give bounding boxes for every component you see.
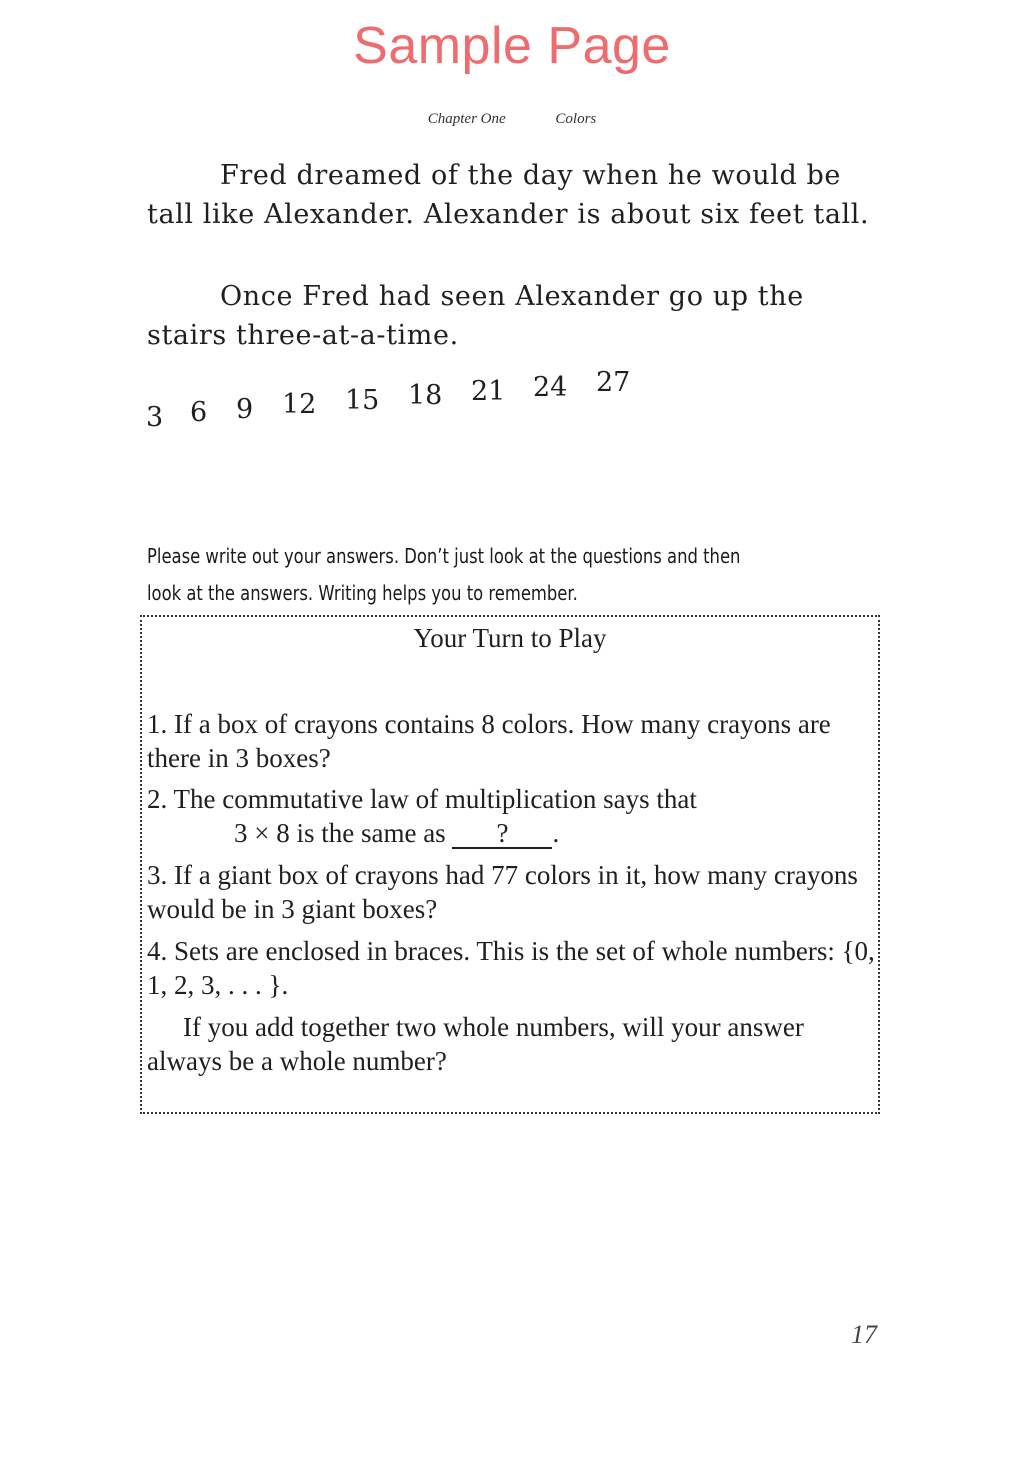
sample-page-watermark: Sample Page — [353, 17, 671, 75]
stair-number: 18 — [408, 380, 443, 411]
question-2-line-1: 2. The commutative law of multiplication says that — [147, 784, 697, 814]
stair-number: 27 — [596, 367, 631, 398]
question-2-suffix: . — [552, 818, 560, 848]
question-4-followup-text: If you add together two whole numbers, will your answer always be a whole number? — [147, 1012, 804, 1076]
question-3: 3. If a giant box of crayons had 77 colors in it, how many crayons would be in 3 giant boxes? — [147, 860, 858, 924]
paragraph-2-text: Once Fred had seen Alexander go up the stairs three-at-a-time. — [147, 281, 804, 351]
paragraph-1-text: Fred dreamed of the day when he would be tall like Alexander. Alexander is about six feet tall. — [147, 160, 870, 230]
paragraph-1 — [147, 156, 877, 234]
your-turn-title: Your Turn to Play — [413, 623, 607, 653]
question-2-prefix: 3 × 8 is the same as — [234, 818, 446, 848]
answer-blank: ? — [452, 819, 552, 849]
stair-number: 6 — [190, 397, 208, 428]
question-4-followup — [147, 1010, 877, 1078]
running-head — [0, 111, 1024, 128]
instructions-line-2: look at the answers. Writing helps you to remember. — [147, 581, 578, 605]
question-1: 1. If a box of crayons contains 8 colors. How many crayons are there in 3 boxes? — [147, 709, 831, 773]
question-2-line-2 — [234, 816, 874, 850]
stair-number: 3 — [146, 402, 164, 433]
stair-number: 9 — [236, 394, 254, 425]
page-number: 17 — [851, 1320, 877, 1349]
stair-number: 24 — [533, 372, 568, 403]
stair-number: 21 — [471, 376, 506, 407]
stair-number: 12 — [282, 389, 317, 420]
paragraph-2 — [147, 277, 877, 355]
instructions-line-1: Please write out your answers. Don’t just look at the questions and then — [147, 544, 741, 568]
stair-number: 15 — [345, 385, 380, 416]
question-4: 4. Sets are enclosed in braces. This is the set of whole numbers: {0, 1, 2, 3, . . . }. — [147, 936, 875, 1000]
instructions — [147, 538, 754, 612]
chapter-title: Colors — [555, 111, 597, 127]
chapter-label: Chapter One — [427, 111, 506, 127]
